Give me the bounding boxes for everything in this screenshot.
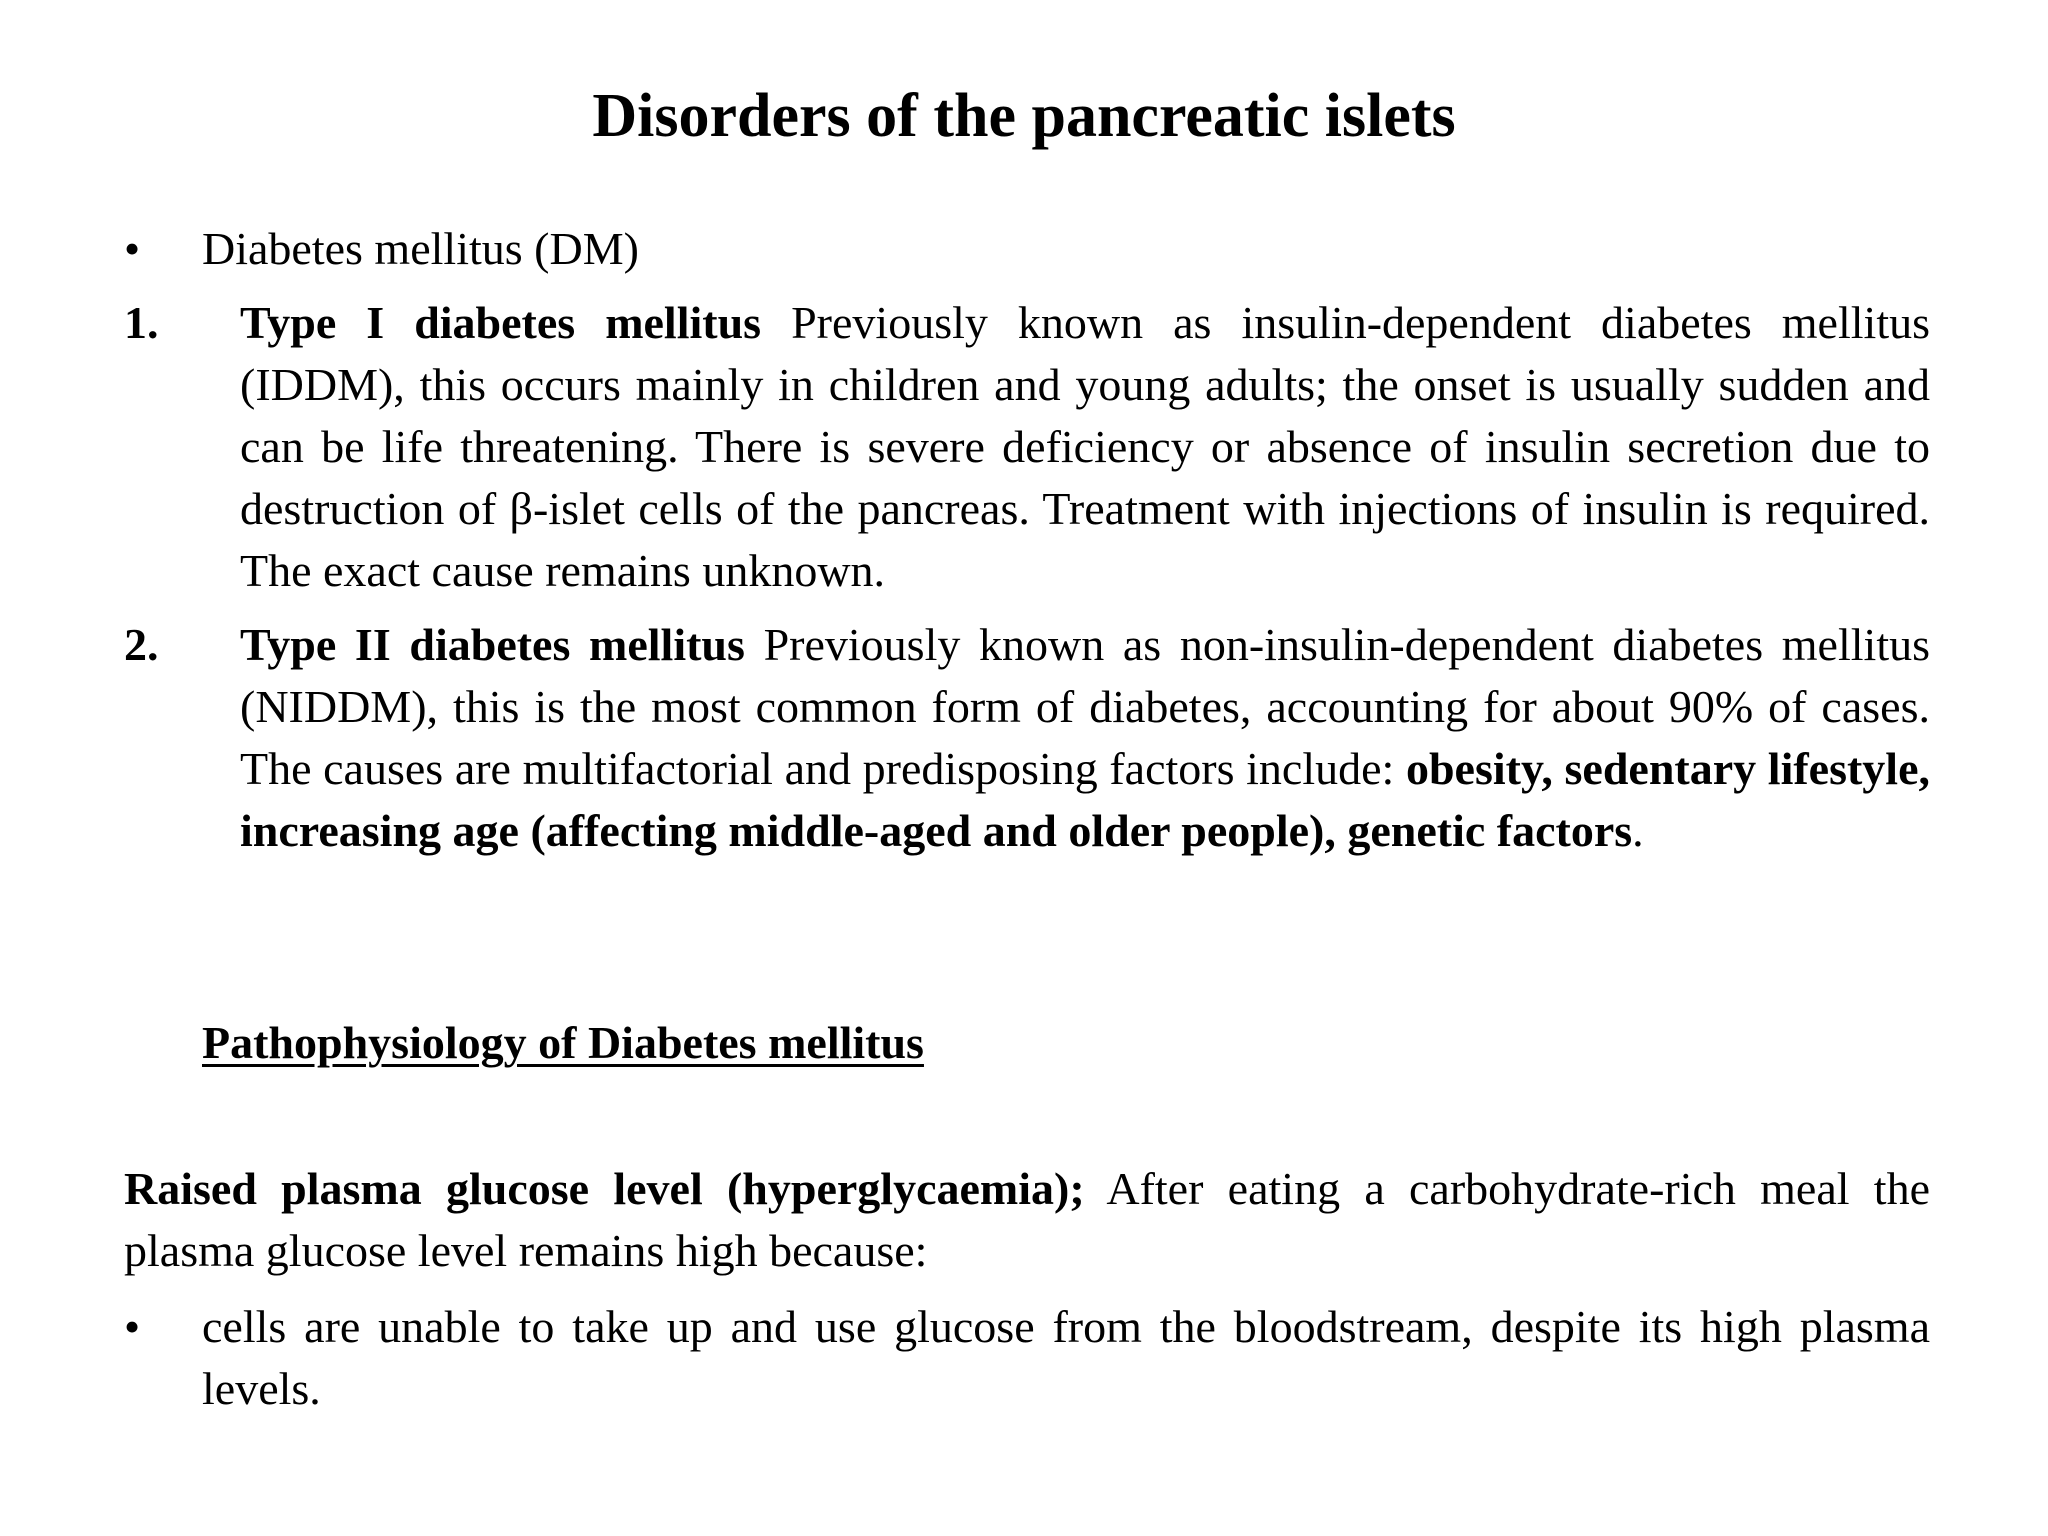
pathophysiology-heading: Pathophysiology of Diabetes mellitus — [202, 1017, 924, 1068]
type-1-text: Previously known as insulin-dependent diabetes mellitus (IDDM), this occurs mainly in children and young adults; the onset is usually sudden and can be life threatening. There is severe deficiency or absence of insulin secretion due to destruction of β-islet cells of the pancreas. Treatment with injections of insulin is required. The exact cause remains unknown. — [240, 297, 1930, 596]
type-1-paragraph — [240, 292, 1930, 602]
bullet-marker: • — [124, 223, 141, 274]
type-2-paragraph — [240, 614, 1930, 862]
type-2-end: . — [1632, 805, 1644, 856]
intro-bullet-text: Diabetes mellitus (DM) — [202, 223, 639, 274]
list-number: 2. — [124, 619, 159, 670]
type-2-text: Previously known as non-insulin-dependent diabetes mellitus (NIDDM), this is the most common form of diabetes, accounting for about 90% of cases. The causes are multifactorial and predisposing factors include: — [240, 619, 1930, 794]
type-2-factors: obesity, sedentary lifestyle, increasing age (affecting middle-aged and older people), genetic factors — [240, 743, 1931, 856]
type-2-heading: Type II diabetes mellitus — [240, 619, 745, 670]
bullet-marker: • — [124, 1301, 141, 1352]
hyperglycaemia-heading: Raised plasma glucose level (hyperglycaemia); — [124, 1163, 1085, 1214]
hyperglycaemia-paragraph — [124, 1158, 1930, 1282]
type-1-heading: Type I diabetes mellitus — [240, 297, 762, 348]
cause-bullet-text: cells are unable to take up and use glucose from the bloodstream, despite its high plasma levels. — [202, 1301, 1930, 1414]
list-number: 1. — [124, 297, 159, 348]
hyperglycaemia-text: After eating a carbohydrate-rich meal the plasma glucose level remains high because: — [124, 1163, 1930, 1276]
page-title: Disorders of the pancreatic islets — [592, 82, 1456, 150]
